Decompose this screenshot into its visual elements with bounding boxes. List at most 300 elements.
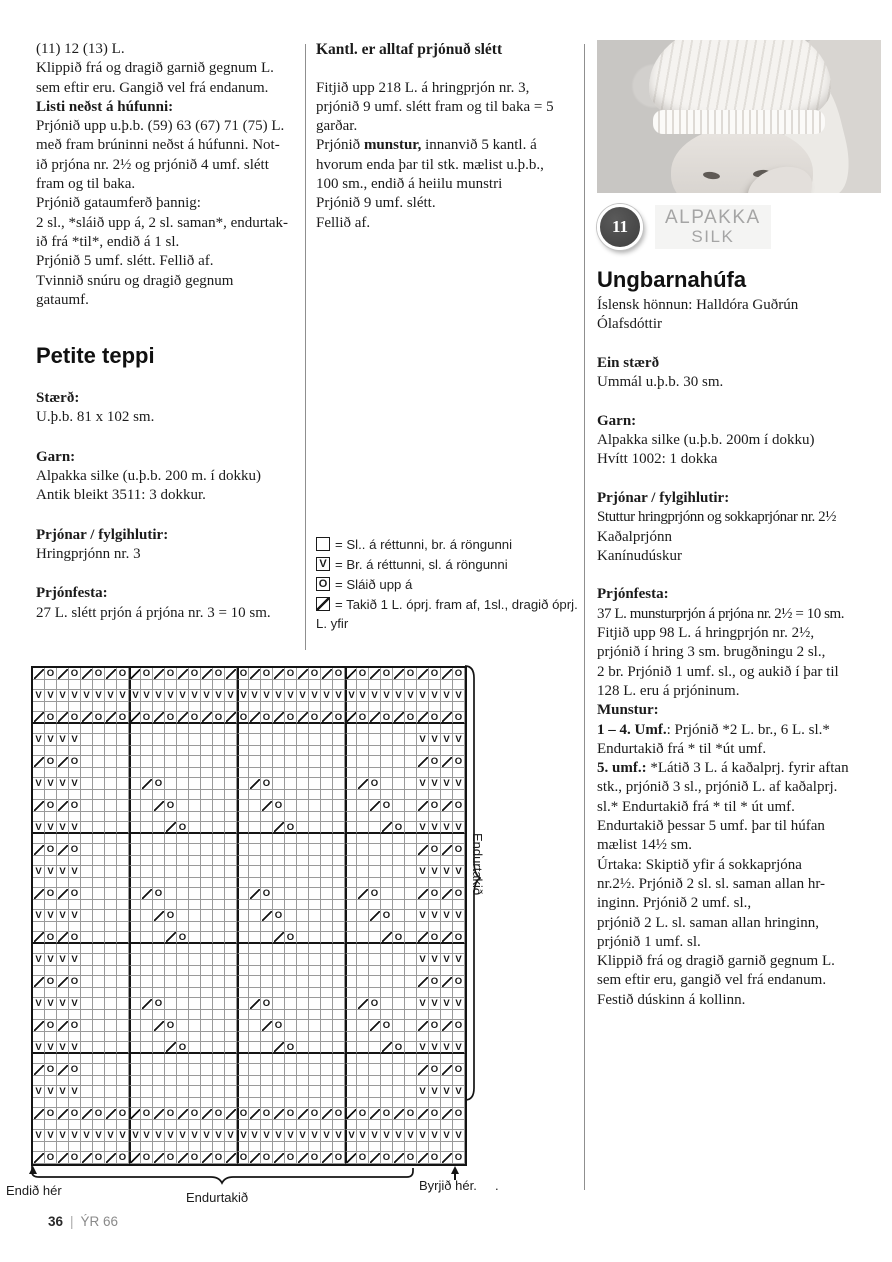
chart-cell (321, 812, 333, 822)
chart-cell: V (453, 1042, 465, 1054)
spec-block (36, 448, 304, 506)
chart-cell (321, 724, 333, 734)
chart-cell (309, 1032, 321, 1042)
chart-cell (393, 712, 405, 724)
chart-cell (285, 768, 297, 778)
chart-cell (249, 888, 261, 900)
text-line: Munstur: (597, 702, 659, 719)
chart-cell (141, 756, 153, 768)
chart-cell (345, 856, 357, 866)
chart-cell (357, 844, 369, 856)
chart-cell (441, 1076, 453, 1086)
chart-cell (153, 834, 165, 844)
chart-cell (189, 724, 201, 734)
chart-cell (57, 1152, 69, 1164)
chart-cell (393, 834, 405, 844)
chart-cell (237, 966, 249, 976)
chart-cell (33, 888, 45, 900)
chart-cell (129, 954, 141, 966)
chart-cell (117, 1042, 129, 1054)
chart-cell (117, 756, 129, 768)
chart-cell (261, 768, 273, 778)
chart-cell (321, 1032, 333, 1042)
chart-cell (81, 1042, 93, 1054)
chart-cell (261, 966, 273, 976)
chart-cell (69, 988, 81, 998)
chart-cell: O (357, 712, 369, 724)
chart-cell (141, 812, 153, 822)
chart-cell: V (393, 1130, 405, 1142)
chart-cell (57, 988, 69, 998)
chart-cell (141, 966, 153, 976)
chart-row (33, 998, 465, 1010)
chart-cell: V (69, 734, 81, 746)
chart-cell (357, 756, 369, 768)
chart-cell: V (45, 1086, 57, 1098)
chart-cell (213, 998, 225, 1010)
chart-cell (153, 1020, 165, 1032)
chart-cell (129, 976, 141, 988)
chart-cell: O (261, 1152, 273, 1164)
chart-cell: O (273, 800, 285, 812)
chart-cell (297, 1098, 309, 1108)
chart-cell (249, 856, 261, 866)
chart-cell (57, 1064, 69, 1076)
chart-cell (33, 944, 45, 954)
chart-cell (309, 734, 321, 746)
text-line: Fitjið upp 98 L. á hringprjón nr. 2½, (597, 625, 815, 642)
chart-cell: V (417, 822, 429, 834)
chart-cell (201, 856, 213, 866)
chart-cell (393, 790, 405, 800)
chart-cell (105, 1120, 117, 1130)
chart-cell: O (429, 976, 441, 988)
dec-symbol-icon (316, 597, 330, 611)
chart-cell (153, 1142, 165, 1152)
chart-cell (357, 778, 369, 790)
chart-cell: V (429, 866, 441, 878)
chart-cell: O (429, 1108, 441, 1120)
chart-cell (273, 724, 285, 734)
chart-cell (141, 1098, 153, 1108)
chart-cell: V (405, 1130, 417, 1142)
chart-cell (189, 944, 201, 954)
chart-cell (441, 1142, 453, 1152)
text-line: Ólafsdóttir (597, 316, 662, 333)
chart-cell (357, 1032, 369, 1042)
chart-spacer-row (33, 922, 465, 932)
chart-cell (81, 922, 93, 932)
chart-cell: O (69, 976, 81, 988)
chart-spacer-row (33, 1010, 465, 1020)
chart-cell (225, 734, 237, 746)
chart-cell (81, 778, 93, 790)
chart-cell (117, 954, 129, 966)
chart-cell (93, 1120, 105, 1130)
chart-cell (177, 922, 189, 932)
chart-row (33, 756, 465, 768)
chart-cell: V (93, 690, 105, 702)
chart-cell (33, 756, 45, 768)
chart-cell (345, 756, 357, 768)
chart-row (33, 1064, 465, 1076)
chart-cell (189, 922, 201, 932)
chart-cell: V (441, 1130, 453, 1142)
chart-cell (345, 900, 357, 910)
chart-cell (33, 1054, 45, 1064)
chart-cell (333, 844, 345, 856)
text-line: Prjónið upp u.þ.b. (59) 63 (67) 71 (75) L. (36, 118, 285, 135)
chart-cell (357, 702, 369, 712)
page-footer (48, 1214, 118, 1229)
chart-cell: V (429, 910, 441, 922)
chart-cell (369, 1064, 381, 1076)
chart-cell: V (45, 822, 57, 834)
text-line: Klippið frá og dragið garnið gegnum L. (36, 60, 274, 77)
chart-cell (249, 878, 261, 888)
chart-cell (177, 966, 189, 976)
chart-cell (129, 1142, 141, 1152)
chart-cell (261, 910, 273, 922)
chart-cell (297, 756, 309, 768)
chart-cell (321, 976, 333, 988)
chart-cell (129, 932, 141, 944)
chart-cell: V (441, 1042, 453, 1054)
chart-cell (201, 1108, 213, 1120)
chart-cell (321, 866, 333, 878)
chart-cell (141, 910, 153, 922)
chart-cell (357, 1098, 369, 1108)
chart-cell: O (165, 668, 177, 680)
chart-cell (429, 702, 441, 712)
text-line: ið prjóna nr. 2½ og prjónið 4 umf. slétt (36, 156, 269, 173)
chart-cell (33, 1108, 45, 1120)
chart-cell: V (417, 910, 429, 922)
text-line: stk., prjónið 3 sl., prjónið L. af kaðalprj. (597, 779, 838, 796)
chart-cell (321, 680, 333, 690)
chart-cell (201, 998, 213, 1010)
chart-cell (105, 966, 117, 976)
chart-cell (429, 966, 441, 976)
chart-cell (285, 998, 297, 1010)
chart-cell (417, 1108, 429, 1120)
chart-cell (345, 768, 357, 778)
chart-cell (297, 1032, 309, 1042)
column-divider-right (584, 44, 585, 1190)
chart-cell (189, 1076, 201, 1086)
chart-cell: V (189, 690, 201, 702)
chart-cell (321, 900, 333, 910)
chart-cell (189, 1120, 201, 1130)
chart-cell (441, 1064, 453, 1076)
chart-cell (69, 1010, 81, 1020)
chart-cell (165, 954, 177, 966)
chart-cell (333, 812, 345, 822)
chart-row (33, 734, 465, 746)
chart-cell (213, 900, 225, 910)
chart-cell: O (69, 1152, 81, 1164)
chart-cell (213, 1120, 225, 1130)
chart-cell (177, 778, 189, 790)
text-line: Garn: (36, 448, 76, 465)
chart-cell (405, 746, 417, 756)
chart-cell: O (285, 1152, 297, 1164)
chart-cell (225, 888, 237, 900)
chart-cell: V (81, 1130, 93, 1142)
chart-cell (117, 922, 129, 932)
chart-cell (93, 702, 105, 712)
chart-cell: V (429, 1130, 441, 1142)
chart-cell: O (69, 844, 81, 856)
chart-cell (321, 878, 333, 888)
chart-cell (417, 1120, 429, 1130)
chart-cell (165, 1120, 177, 1130)
chart-cell (81, 1152, 93, 1164)
chart-cell (261, 988, 273, 998)
chart-cell (225, 712, 237, 724)
chart-cell (69, 680, 81, 690)
chart-cell (405, 1042, 417, 1054)
chart-cell: V (69, 1042, 81, 1054)
chart-cell (321, 954, 333, 966)
chart-cell (69, 1076, 81, 1086)
chart-cell (333, 724, 345, 734)
chart-cell (141, 844, 153, 856)
chart-cell (201, 988, 213, 998)
chart-cell (333, 834, 345, 844)
chart-cell (249, 1032, 261, 1042)
chart-cell (333, 910, 345, 922)
chart-cell (261, 944, 273, 954)
text-line: Alpakka silke (u.þ.b. 200m í dokku) (597, 432, 815, 449)
chart-cell (93, 1098, 105, 1108)
chart-cell (201, 746, 213, 756)
chart-cell (225, 922, 237, 932)
chart-cell (309, 922, 321, 932)
chart-cell (201, 866, 213, 878)
chart-cell (357, 812, 369, 822)
legend-item-text: = Takið 1 L. óprj. fram af, 1sl., dragið óprj. (335, 596, 578, 612)
chart-cell (273, 1142, 285, 1152)
chart-cell (93, 998, 105, 1010)
chart-cell (369, 1010, 381, 1020)
chart-cell (285, 976, 297, 988)
chart-cell (441, 932, 453, 944)
chart-cell (177, 954, 189, 966)
chart-cell (129, 1032, 141, 1042)
pattern-spec-blocks (36, 389, 304, 623)
chart-cell (357, 680, 369, 690)
chart-cell (165, 932, 177, 944)
chart-spacer-row (33, 680, 465, 690)
text-line: 128 L. eru á prjóninum. (597, 682, 740, 699)
chart-cell: O (381, 712, 393, 724)
chart-cell: O (93, 668, 105, 680)
chart-cell (357, 866, 369, 878)
chart-cell: O (45, 932, 57, 944)
chart-cell (177, 1142, 189, 1152)
chart-cell: O (453, 1020, 465, 1032)
chart-cell (345, 1108, 357, 1120)
chart-cell (381, 724, 393, 734)
chart-cell (225, 910, 237, 922)
chart-cell (357, 1076, 369, 1086)
chart-cell (249, 822, 261, 834)
chart-cell (237, 1054, 249, 1064)
chart-cell: V (93, 1130, 105, 1142)
chart-cell (93, 932, 105, 944)
chart-cell: O (429, 932, 441, 944)
text-line (597, 721, 881, 740)
chart-cell (261, 866, 273, 878)
chart-cell (165, 966, 177, 976)
chart-cell (201, 756, 213, 768)
chart-cell (357, 910, 369, 922)
chart-cell (357, 800, 369, 812)
chart-cell: O (117, 1108, 129, 1120)
chart-cell (309, 680, 321, 690)
chart-cell (237, 702, 249, 712)
chart-cell (213, 966, 225, 976)
chart-cell (153, 712, 165, 724)
chart-cell (93, 734, 105, 746)
chart-cell (297, 1076, 309, 1086)
chart-cell (321, 856, 333, 866)
chart-cell: V (33, 866, 45, 878)
chart-cell (225, 954, 237, 966)
chart-cell (93, 888, 105, 900)
chart-cell (369, 1098, 381, 1108)
chart-cell: O (261, 712, 273, 724)
chart-cell (93, 844, 105, 856)
chart-cell: O (429, 800, 441, 812)
chart-cell (417, 812, 429, 822)
chart-cell (345, 1086, 357, 1098)
chart-repeat-bottom-label: Endurtakið (186, 1190, 249, 1205)
chart-cell (321, 844, 333, 856)
chart-cell (33, 680, 45, 690)
chart-cell (381, 768, 393, 778)
chart-cell (285, 1120, 297, 1130)
chart-cell (321, 822, 333, 834)
chart-cell (129, 790, 141, 800)
chart-cell: O (117, 1152, 129, 1164)
chart-cell (93, 1010, 105, 1020)
chart-cell (297, 712, 309, 724)
chart-cell (237, 998, 249, 1010)
chart-cell (393, 1076, 405, 1086)
chart-cell (357, 1020, 369, 1032)
chart-row (33, 888, 465, 900)
chart-cell: O (429, 1152, 441, 1164)
text-line: 37 L. munsturprjón á prjóna nr. 2½ = 10 sm. (597, 605, 845, 622)
chart-cell (297, 1042, 309, 1054)
chart-cell (393, 756, 405, 768)
chart-cell (189, 1032, 201, 1042)
chart-cell: O (93, 1152, 105, 1164)
chart-cell (129, 1152, 141, 1164)
chart-cell (333, 746, 345, 756)
chart-cell: O (285, 668, 297, 680)
chart-cell (153, 878, 165, 888)
chart-cell (237, 844, 249, 856)
chart-cell (225, 746, 237, 756)
chart-cell (165, 834, 177, 844)
chart-cell (441, 1010, 453, 1020)
chart-cell (105, 756, 117, 768)
chart-cell (129, 1010, 141, 1020)
chart-cell (105, 1054, 117, 1064)
chart-cell (369, 878, 381, 888)
yarn-brand-logo (655, 205, 771, 249)
chart-cell (69, 1142, 81, 1152)
chart-cell (189, 822, 201, 834)
chart-cell (261, 746, 273, 756)
chart-cell: O (237, 712, 249, 724)
chart-cell (285, 702, 297, 712)
chart-cell (33, 668, 45, 680)
chart-cell: O (153, 888, 165, 900)
chart-cell (405, 800, 417, 812)
chart-cell (33, 812, 45, 822)
chart-cell: O (309, 712, 321, 724)
chart-cell: V (33, 998, 45, 1010)
chart-cell (405, 1054, 417, 1064)
chart-cell (165, 878, 177, 888)
chart-cell (273, 1054, 285, 1064)
chart-cell (153, 932, 165, 944)
chart-cell (417, 856, 429, 866)
chart-cell: V (321, 690, 333, 702)
chart-cell (141, 1086, 153, 1098)
chart-cell: V (417, 1086, 429, 1098)
chart-cell: V (333, 1130, 345, 1142)
chart-cell (393, 966, 405, 976)
text-line: Listi neðst á húfunni: (36, 98, 174, 115)
chart-cell: V (117, 1130, 129, 1142)
chart-cell (201, 878, 213, 888)
chart-cell (261, 1086, 273, 1098)
chart-cell (117, 790, 129, 800)
chart-cell (141, 1020, 153, 1032)
chart-cell (177, 800, 189, 812)
chart-cell (369, 702, 381, 712)
chart-cell (273, 998, 285, 1010)
chart-cell (309, 756, 321, 768)
pattern-title: Ungbarnahúfa (597, 267, 747, 292)
chart-cell (117, 1076, 129, 1086)
chart-cell (165, 888, 177, 900)
chart-cell (105, 844, 117, 856)
chart-cell (237, 680, 249, 690)
chart-cell (177, 976, 189, 988)
chart-cell (177, 856, 189, 866)
chart-cell (249, 834, 261, 844)
chart-cell (201, 768, 213, 778)
chart-cell: O (381, 910, 393, 922)
chart-cell: O (357, 668, 369, 680)
chart-cell (33, 1020, 45, 1032)
chart-cell (33, 1032, 45, 1042)
chart-cell (189, 812, 201, 822)
chart-cell: V (57, 910, 69, 922)
chart-row (33, 822, 465, 834)
chart-cell (105, 900, 117, 910)
chart-cell (297, 1054, 309, 1064)
chart-spacer-row (33, 900, 465, 910)
chart-cell (237, 1142, 249, 1152)
chart-spacer-row (33, 768, 465, 778)
